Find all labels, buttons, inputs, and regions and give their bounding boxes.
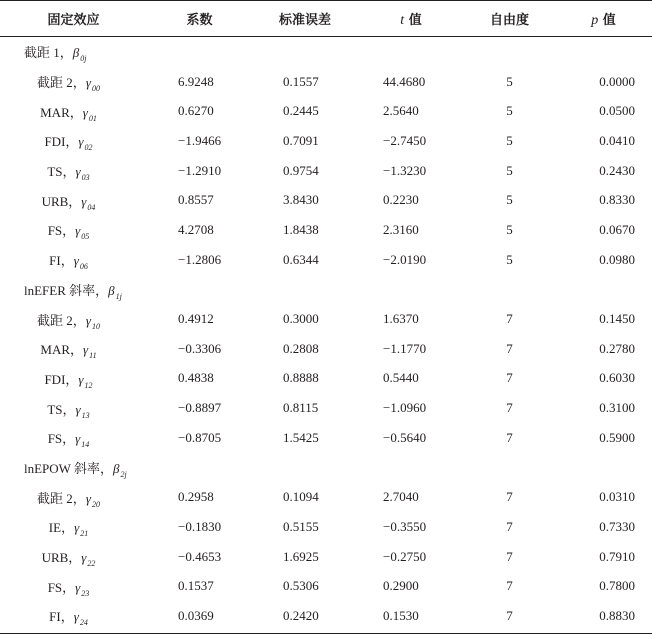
t-value-cell: 2.5640	[383, 103, 419, 119]
row-symbol: γ	[78, 371, 84, 387]
p-value-cell: 0.3100	[599, 400, 635, 416]
standard-error-cell: 1.5425	[283, 429, 319, 445]
row-symbol-subscript: 06	[79, 262, 88, 272]
p-value-cell: 0.0670	[599, 221, 635, 237]
p-value-cell: 0.0000	[599, 73, 635, 89]
row-label-text: FDI，	[44, 371, 79, 387]
group-symbol-subscript: 1j	[115, 291, 122, 301]
coefficient-cell: −0.8705	[178, 429, 222, 445]
row-symbol-subscript: 20	[91, 499, 100, 509]
coefficient-cell: −1.9466	[178, 132, 222, 148]
degrees-of-freedom-cell: 7	[506, 607, 513, 623]
row-label-cell	[0, 512, 147, 542]
row-label-cell	[0, 482, 147, 512]
row-label-cell	[0, 304, 147, 334]
group-label-cell	[0, 275, 652, 305]
p-symbol: p	[591, 12, 599, 28]
coefficient-cell: 0.1537	[178, 578, 214, 594]
row-symbol: γ	[75, 431, 81, 447]
degrees-of-freedom-cell: 7	[506, 370, 513, 386]
table-row	[0, 571, 652, 601]
row-symbol: γ	[73, 253, 79, 269]
group-row	[0, 453, 652, 483]
p-suffix: 值	[598, 12, 616, 28]
row-symbol-subscript: 13	[81, 410, 90, 420]
row-label-text: 截距 2，	[37, 75, 86, 91]
t-value-cell: −2.7450	[383, 132, 427, 148]
t-value-cell: 2.7040	[383, 489, 419, 505]
row-label-cell	[0, 67, 147, 97]
table-row	[0, 482, 652, 512]
degrees-of-freedom-cell: 7	[506, 340, 513, 356]
p-value-cell: 0.7330	[599, 518, 635, 534]
t-value-cell: −0.3550	[383, 518, 427, 534]
t-value-cell: 2.3160	[383, 221, 419, 237]
row-symbol-subscript: 02	[84, 143, 93, 153]
row-label-text: MAR，	[40, 342, 84, 358]
standard-error-cell: 0.3000	[283, 311, 319, 327]
header-standard-error: 标准误差	[278, 13, 331, 28]
group-label-text: lnEPOW 斜率，	[24, 460, 113, 476]
coefficient-cell: 0.4912	[178, 311, 214, 327]
row-symbol: γ	[85, 75, 91, 91]
row-label-cell	[0, 423, 147, 453]
degrees-of-freedom-cell: 5	[506, 73, 513, 89]
row-symbol-subscript: 12	[84, 380, 93, 390]
t-value-cell: 0.2900	[383, 578, 419, 594]
standard-error-cell: 0.5155	[283, 518, 319, 534]
row-label-cell	[0, 542, 147, 572]
coefficient-cell: 0.8557	[178, 192, 214, 208]
row-label-text: 截距 2，	[37, 312, 86, 328]
row-label-text: 截距 2，	[37, 490, 86, 506]
p-value-cell: 0.2430	[599, 162, 635, 178]
row-symbol: γ	[83, 342, 89, 358]
row-label-cell	[0, 215, 147, 245]
row-label-cell	[0, 601, 147, 631]
group-label-text: 截距 1，	[24, 45, 73, 61]
t-value-cell: −1.0960	[383, 400, 427, 416]
standard-error-cell: 0.8115	[283, 400, 319, 416]
group-symbol: β	[108, 282, 115, 298]
row-label-text: URB，	[41, 193, 82, 209]
row-symbol: γ	[75, 164, 81, 180]
row-symbol: γ	[75, 401, 81, 417]
standard-error-cell: 0.7091	[283, 132, 319, 148]
row-symbol-subscript: 11	[89, 351, 97, 361]
p-value-cell: 0.8330	[599, 192, 635, 208]
row-label-cell	[0, 393, 147, 423]
t-symbol: t	[400, 12, 405, 28]
table-row	[0, 215, 652, 245]
row-symbol: γ	[78, 134, 84, 150]
coefficient-cell: 0.2958	[178, 489, 214, 505]
standard-error-cell: 0.9754	[283, 162, 319, 178]
p-value-cell: 0.0980	[599, 251, 635, 267]
standard-error-cell: 3.8430	[283, 192, 319, 208]
row-symbol: γ	[85, 312, 91, 328]
degrees-of-freedom-cell: 7	[506, 518, 513, 534]
p-value-cell: 0.1450	[599, 311, 635, 327]
coefficient-cell: 0.4838	[178, 370, 214, 386]
degrees-of-freedom-cell: 7	[506, 489, 513, 505]
degrees-of-freedom-cell: 5	[506, 221, 513, 237]
standard-error-cell: 0.2808	[283, 340, 319, 356]
coefficient-cell: 0.0369	[178, 607, 214, 623]
degrees-of-freedom-cell: 7	[506, 548, 513, 564]
p-value-cell: 0.0500	[599, 103, 635, 119]
row-symbol-subscript: 24	[79, 618, 88, 628]
table-row	[0, 542, 652, 572]
group-row	[0, 275, 652, 305]
row-symbol-subscript: 14	[81, 440, 90, 450]
table-row	[0, 67, 652, 97]
t-value-cell: −0.2750	[383, 548, 427, 564]
header-p-value	[555, 0, 652, 37]
row-symbol-subscript: 00	[91, 84, 100, 94]
row-label-cell	[0, 96, 147, 126]
coefficient-cell: −0.3306	[178, 340, 222, 356]
p-value-cell: 0.7800	[599, 578, 635, 594]
table-row	[0, 423, 652, 453]
coefficient-cell: −0.8897	[178, 400, 222, 416]
row-label-text: IE，	[48, 520, 75, 536]
degrees-of-freedom-cell: 7	[506, 429, 513, 445]
header-degrees-of-freedom: 自由度	[489, 13, 529, 28]
coefficient-cell: 4.2708	[178, 221, 214, 237]
row-symbol: γ	[82, 104, 88, 120]
table-body	[0, 37, 652, 631]
standard-error-cell: 1.8438	[283, 221, 319, 237]
degrees-of-freedom-cell: 7	[506, 400, 513, 416]
p-value-cell: 0.8830	[599, 607, 635, 623]
degrees-of-freedom-cell: 7	[506, 578, 513, 594]
row-label-text: TS，	[47, 164, 76, 180]
row-symbol: γ	[75, 223, 81, 239]
degrees-of-freedom-cell: 5	[506, 103, 513, 119]
group-symbol: β	[72, 45, 80, 61]
table-row	[0, 96, 652, 126]
group-label-cell	[0, 37, 652, 67]
t-suffix: 值	[404, 12, 422, 28]
t-value-cell: −1.1770	[383, 340, 427, 356]
standard-error-cell: 0.2420	[283, 607, 319, 623]
row-symbol-subscript: 21	[80, 529, 89, 539]
row-label-text: URB，	[41, 550, 82, 566]
coefficient-cell: 6.9248	[178, 73, 214, 89]
t-value-cell: 0.5440	[383, 370, 419, 386]
header-row	[0, 0, 652, 37]
row-symbol: γ	[81, 193, 87, 209]
table-bottom-rule	[0, 633, 652, 634]
row-symbol-subscript: 04	[87, 202, 96, 212]
t-value-cell: 0.1530	[383, 607, 419, 623]
row-label-text: FI，	[49, 253, 74, 269]
row-label-text: TS，	[47, 401, 76, 417]
degrees-of-freedom-cell: 5	[506, 162, 513, 178]
group-symbol: β	[112, 460, 120, 476]
row-label-cell	[0, 245, 147, 275]
group-label-text: lnEFER 斜率，	[24, 282, 109, 298]
group-symbol-subscript: 2j	[120, 469, 127, 479]
row-symbol: γ	[73, 609, 79, 625]
coefficient-cell: −1.2806	[178, 251, 222, 267]
table-row	[0, 304, 652, 334]
standard-error-cell: 0.1557	[283, 73, 319, 89]
group-row	[0, 37, 652, 67]
header-coefficient: 系数	[186, 13, 213, 28]
table-row	[0, 364, 652, 394]
table-header	[0, 0, 652, 37]
row-label-text: FS，	[47, 431, 76, 447]
t-value-cell: 0.2230	[383, 192, 419, 208]
degrees-of-freedom-cell: 7	[506, 311, 513, 327]
table-row	[0, 334, 652, 364]
p-value-cell: 0.5900	[599, 429, 635, 445]
row-symbol-subscript: 05	[81, 232, 90, 242]
row-symbol: γ	[74, 520, 80, 536]
degrees-of-freedom-cell: 5	[506, 192, 513, 208]
group-label-cell	[0, 453, 652, 483]
row-label-text: FS，	[47, 223, 76, 239]
row-label-cell	[0, 126, 147, 156]
standard-error-cell: 0.6344	[283, 251, 319, 267]
group-symbol-subscript: 0j	[80, 54, 87, 64]
row-label-cell	[0, 185, 147, 215]
header-fixed-effect: 固定效应	[47, 13, 100, 28]
row-symbol-subscript: 22	[87, 559, 96, 569]
table-row	[0, 601, 652, 631]
p-value-cell: 0.0410	[599, 132, 635, 148]
row-label-text: FDI，	[44, 134, 79, 150]
row-label-cell	[0, 571, 147, 601]
degrees-of-freedom-cell: 5	[506, 251, 513, 267]
standard-error-cell: 0.2445	[283, 103, 319, 119]
coefficient-cell: −1.2910	[178, 162, 222, 178]
t-value-cell: 1.6370	[383, 311, 419, 327]
row-symbol-subscript: 23	[81, 588, 90, 598]
table-row	[0, 393, 652, 423]
coefficient-cell: −0.1830	[178, 518, 222, 534]
p-value-cell: 0.7910	[599, 548, 635, 564]
table-row	[0, 512, 652, 542]
row-symbol: γ	[81, 550, 87, 566]
header-t-value	[358, 0, 464, 37]
t-value-cell: 44.4680	[383, 73, 426, 89]
row-label-cell	[0, 364, 147, 394]
p-value-cell: 0.6030	[599, 370, 635, 386]
row-label-cell	[0, 156, 147, 186]
standard-error-cell: 0.8888	[283, 370, 319, 386]
table-row	[0, 185, 652, 215]
coefficient-cell: 0.6270	[178, 103, 214, 119]
degrees-of-freedom-cell: 5	[506, 132, 513, 148]
t-value-cell: −2.0190	[383, 251, 427, 267]
standard-error-cell: 0.5306	[283, 578, 319, 594]
table-row	[0, 245, 652, 275]
row-symbol-subscript: 10	[91, 321, 100, 331]
row-label-cell	[0, 334, 147, 364]
t-value-cell: −1.3230	[383, 162, 427, 178]
p-value-cell: 0.2780	[599, 340, 635, 356]
row-label-text: FS，	[47, 579, 76, 595]
row-symbol-subscript: 03	[81, 173, 90, 183]
table-row	[0, 126, 652, 156]
row-label-text: MAR，	[40, 104, 83, 120]
standard-error-cell: 1.6925	[283, 548, 319, 564]
p-value-cell: 0.0310	[599, 489, 635, 505]
row-symbol: γ	[85, 490, 91, 506]
row-symbol-subscript: 01	[88, 113, 97, 123]
row-symbol: γ	[75, 579, 81, 595]
standard-error-cell: 0.1094	[283, 489, 319, 505]
coefficient-cell: −0.4653	[178, 548, 222, 564]
row-label-text: FI，	[49, 609, 74, 625]
t-value-cell: −0.5640	[383, 429, 427, 445]
table-row	[0, 156, 652, 186]
